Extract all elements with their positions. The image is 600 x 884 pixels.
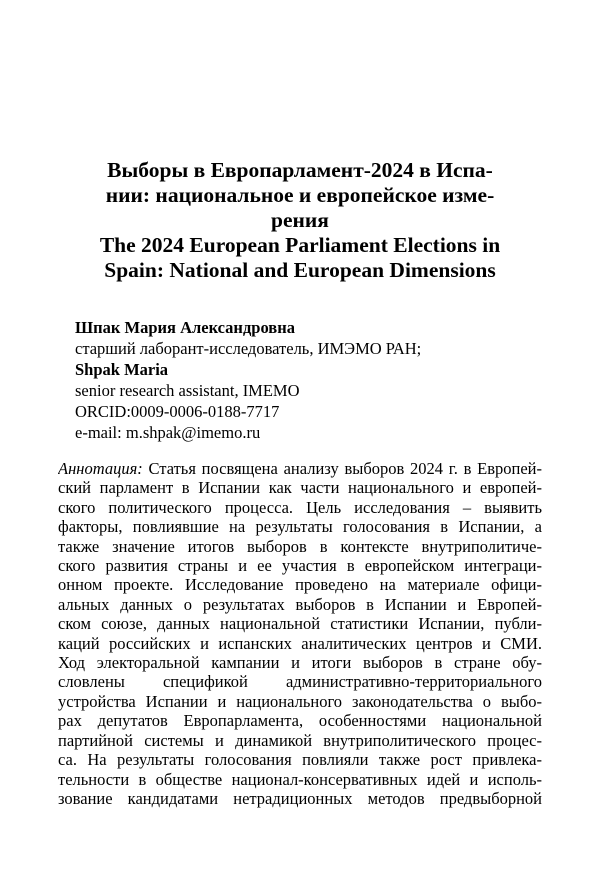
title-line: нии: национальное и европейское изме- <box>105 183 495 207</box>
abstract-label: Аннотация: <box>58 459 143 478</box>
abstract-line: ского политического процесса. Цель исследования – выявить <box>58 497 542 517</box>
abstract-line: рах депутатов Европарламента, особенностями национальной <box>58 711 542 731</box>
article-title <box>64 158 536 283</box>
abstract-line: ского развития страны и ее участия в европейском интеграци- <box>58 556 542 576</box>
abstract-line: ском союзе, данных национальной статистики Испании, публи- <box>58 614 542 634</box>
abstract-line: Ход электоральной кампании и итоги выборов в стране обу- <box>58 653 542 673</box>
author-orcid: ORCID:0009-0006-0188-7717 <box>75 402 280 421</box>
abstract-line: зование кандидатами нетрадиционных методов предвыборной <box>58 788 542 808</box>
author-block <box>75 317 421 443</box>
abstract-first-line: Статья посвящена анализу выборов 2024 г. в Европей- <box>142 459 542 478</box>
abstract-line: партийной системы и динамикой внутриполитического процес- <box>58 730 542 750</box>
author-name-en: Shpak Maria <box>75 360 169 379</box>
abstract-line: каций российских и испанских аналитических центров и СМИ. <box>58 633 542 653</box>
abstract-line: тельности в обществе национал-консервативных идей и исполь- <box>58 769 542 789</box>
abstract-line: са. На результаты голосования повлияли также рост привлека- <box>58 750 542 770</box>
author-position-ru: старший лаборант-исследователь, ИМЭМО РАН; <box>75 339 422 358</box>
title-line: Выборы в Европарламент-2024 в Испа- <box>107 158 493 182</box>
author-position-en: senior research assistant, IMEMO <box>75 381 300 400</box>
abstract-line: факторы, повлиявшие на результаты голосования в Испании, а <box>58 517 542 537</box>
abstract-line: устройства Испании и национального законодательства о выбо- <box>58 691 542 711</box>
abstract-line: ский парламент в Испании как части национального и европей- <box>58 478 542 498</box>
title-line: The 2024 European Parliament Elections in <box>99 233 501 257</box>
author-email: e-mail: m.shpak@imemo.ru <box>75 423 261 442</box>
abstract-line: словлены спецификой административно-территориального <box>58 672 542 692</box>
abstract <box>58 459 542 808</box>
abstract-line: также значение итогов выборов в контексте внутриполитиче- <box>58 536 542 556</box>
author-name-ru: Шпак Мария Александровна <box>75 318 295 337</box>
title-line: Spain: National and European Dimensions <box>104 258 496 282</box>
title-line: рения <box>271 208 329 232</box>
abstract-line <box>58 459 542 478</box>
abstract-line: альных данных о результатах выборов в Испании и Европей- <box>58 594 542 614</box>
abstract-line: онном проекте. Исследование проведено на материале офици- <box>58 575 542 595</box>
